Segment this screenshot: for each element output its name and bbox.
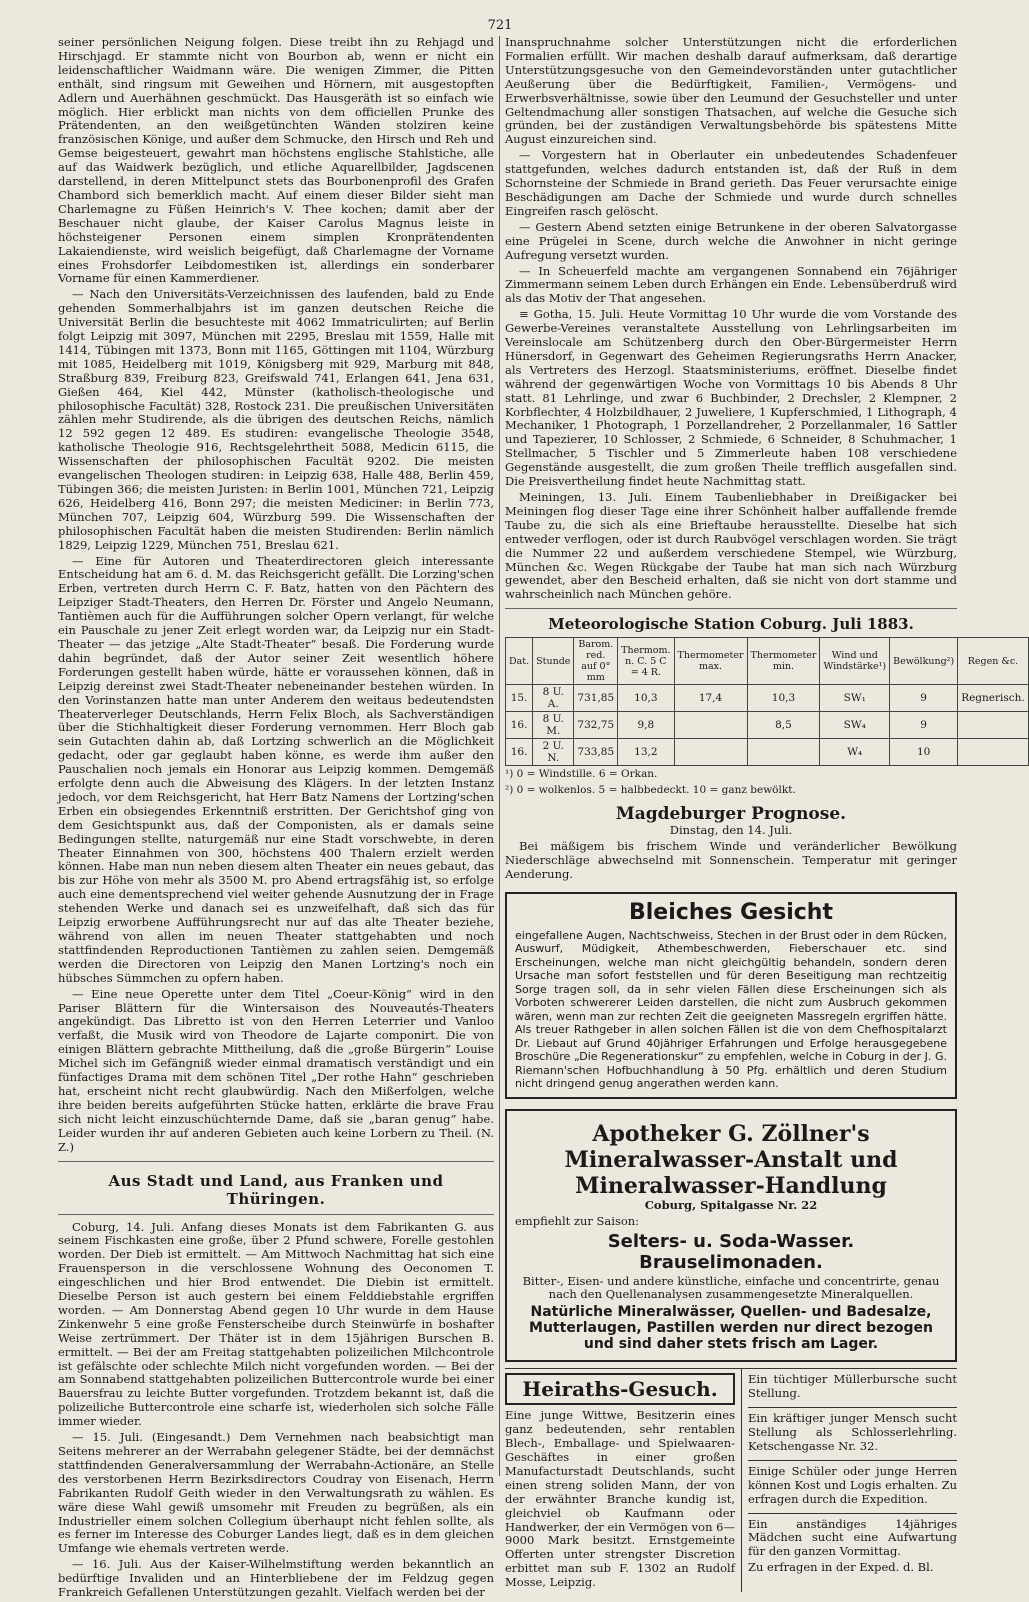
weather-station-title: Meteorologische Station Coburg. Juli 1883. — [548, 615, 914, 634]
table-cell: W₄ — [820, 739, 890, 766]
advertisement-bleiches-gesicht — [505, 892, 957, 1099]
table-cell: 733,85 — [574, 739, 618, 766]
table-row — [506, 685, 1029, 712]
ad-title: Heiraths-Gesuch. — [505, 1373, 735, 1405]
weather-note: ¹) 0 = Windstille. 6 = Orkan. — [505, 768, 658, 781]
table-cell: 8 U. A. — [533, 685, 574, 712]
table-cell: 2 U. N. — [533, 739, 574, 766]
table-row — [506, 739, 1029, 766]
table-cell: 10,3 — [747, 685, 820, 712]
weather-header-cell: Thermom. n. C. 5 C = 4 R. — [618, 638, 674, 685]
ad-address: Coburg, Spitalgasse Nr. 22 — [644, 1197, 818, 1212]
ad-text: Einige Schüler oder junge Herren können Kost und Logis erhalten. Zu erfragen durch die Expedition. — [748, 1463, 957, 1506]
article-operette: — Eine neue Operette unter dem Titel „Coeur-König“ wird in den Pariser Blättern für die Wintersaison des Nouveautés-Theaters angekündigt. Das Libretto ist von den Herren Leterrier und Vanloo verfaßt, die Musik wird von Theodore de Lajarte componirt. Die von einigen Blättern gebrachte Mittheilung, daß die „große Bürgerin“ Louise Michel sich im Gefängniß wieder einmal dramatisch verständigt und ein fünfactiges Drama mit dem schönen Titel „Der rothe Hahn“ geschrieben hat, erscheint nicht recht glaubwürdig. Nach den Mißerfolgen, welche ihre beiden bereits aufgeführten Stücke hatten, erklärte die brave Frau sich nicht leicht einzuschüchternde Dame, daß sie „baran genug“ habe. Leider wurden ihr auf anderen Gebieten auch keine Lorbern zu Theil. (N. Z.) — [58, 986, 494, 1154]
weather-header-cell: Stunde — [533, 638, 574, 685]
ad-intro: empfiehlt zur Saison: — [515, 1213, 640, 1228]
forecast-title: Magdeburger Prognose. — [615, 804, 847, 825]
left-column — [58, 36, 494, 1602]
weather-note: ²) 0 = wolkenlos. 5 = halbbedeckt. 10 = ganz bewölkt. — [505, 784, 796, 797]
weather-table-header — [506, 638, 1029, 685]
article-coburg-14: Coburg, 14. Juli. Anfang dieses Monats ist dem Fabrikanten G. aus seinem Fischkasten eine große, über 2 Pfund schwere, Forelle gestohlen worden. Der Dieb ist ermittelt. — Am Mittwoch Nachmittag hat sich eine Frauensperson in die verschlossene Wohnung des Oeconomen T. eingeschlichen und hier Brod entwendet. Die Diebin ist ermittelt. Dieselbe Person ist auch gestern bei einem Felddiebstahle ergriffen worden. — Am Donnerstag Abend gegen 10 Uhr wurde in dem Hause Zinkenwehr 5 eine große Fensterscheibe durch Steinwürfe in boshafter Weise zertrümmert. Der Thäter ist in dem 15jährigen Burschen B. ermittelt. — Bei der am Freitag stattgehabten polizeilichen Milchcontrole ist gefälschte oder schlechte Milch nicht vorgefunden worden. — Bei der am Sonnabend stattgehabten polizeilichen Buttercontrole wurde bei einer Bauersfrau zu leichte Butter vorgefunden. Trotzdem bekannt ist, daß die polizeiliche Buttercontrole eine scharfe ist, wiederholen sich solche Fälle immer wieder. — [58, 1219, 494, 1429]
table-cell: 15. — [506, 685, 533, 712]
weather-table — [505, 637, 1029, 766]
article-universities: — Nach den Universitäts-Verzeichnissen des laufenden, bald zu Ende gehenden Sommerhalbjahrs ist im ganzen deutschen Reiche die Universität Berlin die besuchteste mit 4062 Immatriculirten; auf Berlin folgt Leipzig mit 3097, München mit 2295, Breslau mit 1559, Halle mit 1414, Tübingen mit 1373, Bonn mit 1165, Göttingen mit 1104, Würzburg mit 1085, Heidelberg mit 1019, Königsberg mit 929, Marburg mit 848, Straßburg 839, Freiburg 823, Greifswald 741, Erlangen 641, Jena 631, Gießen 464, Kiel 442, Münster (katholisch-theologische und philosophische Facultät) 328, Rostock 231. Die preußischen Universitäten zählen mehr Studirende, als die übrigen des deutschen Reichs, nämlich 12 592 gegen 12 489. Es studiren: evangelische Theologie 3548, katholische Theologie 916, Rechtsgelehrtheit 5088, Medicin 6115, die Wissenschaften der philosophischen Facultät 9202. Die meisten evangelischen Theologen studiren: in Leipzig 638, Halle 488, Berlin 459, Tübingen 366; die meisten Juristen: in Berlin 1001, München 721, Leipzig 626, Heidelberg 416, Bonn 297; die meisten Mediciner: in Berlin 773, München 707, Leipzig 604, Würzburg 599. Die Wissenschaften der philosophischen Facultät haben die meisten Studirenden: Berlin nämlich 1829, Leipzig 1229, München 751, Breslau 621. — [58, 287, 494, 552]
ad-schlosserlehrling — [748, 1408, 957, 1461]
ad-text: Bitter-, Eisen- und andere künstliche, einfache und concentrirte, genau nach den Quellenanalysen zusammengesetzte Mineralquellen. — [522, 1273, 940, 1302]
table-cell: 9 — [890, 712, 958, 739]
ad-text: Zu erfragen in der Exped. d. Bl. — [748, 1560, 934, 1575]
ad-heirath — [505, 1369, 742, 1592]
weather-header-cell: Thermometer min. — [747, 638, 820, 685]
weather-header-cell: Thermometer max. — [674, 638, 747, 685]
article-oberlauter: — Vorgestern hat in Oberlauter ein unbedeutendes Schadenfeuer stattgefunden, welches dadurch entstanden ist, daß der Ruß in dem Schornsteine der Schmiede in Brand gerieth. Das Feuer verursachte einige Beschädigungen am Dache der Schmiede und wurde durch schnelles Eingreifen rasch gelöscht. — [505, 148, 957, 218]
table-cell: 732,75 — [574, 712, 618, 739]
table-cell: 8 U. M. — [533, 712, 574, 739]
ad-title: Bleiches Gesicht — [629, 899, 833, 925]
section-divider — [58, 1161, 494, 1162]
table-cell — [958, 712, 1029, 739]
table-cell: 8,5 — [747, 712, 820, 739]
article-salvatorgasse: — Gestern Abend setzten einige Betrunkene in der oberen Salvatorgasse eine Prügelei in Scene, durch welche die Anwohner in nicht geringe Aufregung versetzt wurden. — [505, 219, 957, 262]
ad-text: Ein tüchtiger Müllerbursche sucht Stellung. — [748, 1372, 957, 1401]
section-divider — [505, 608, 957, 609]
table-cell: Regnerisch. — [958, 685, 1029, 712]
article-werrabahn: — 15. Juli. (Eingesandt.) Dem Vernehmen nach beabsichtigt man Seitens mehrerer an der Werrabahn gelegener Städte, bei der demnächst stattfindenden Generalversammlung der Werrabahn-Actionäre, an Stelle des verstorbenen Herrn Bezirksdirectors Coudray von Eisenach, Herrn Fabrikanten Rudolf Geith wieder in den Verwaltungsrath zu wählen. Es wäre diese Wahl gewiß umsomehr mit Freuden zu begrüßen, als ein Industrieller einem solchen Collegium überhaupt nicht fehlen sollte, als es ferner im Interesse des Coburger Landes liegt, daß es in dem gleichen Umfange wie ehemals vertreten werde. — [58, 1430, 494, 1556]
table-cell: 16. — [506, 739, 533, 766]
section-divider — [58, 1214, 494, 1215]
table-row — [506, 712, 1029, 739]
ad-text: Eine junge Wittwe, Besitzerin eines ganz bedeutenden, sehr rentablen Blech-, Emballage- und Spielwaaren-Geschäftes in einer großen Manufacturstadt Deutschlands, sucht einen streng soliden Mann, der von der erwähnter Branche kundig ist, gleichviel ob Kaufmann oder Handwerker, der ein Vermögen von 6—9000 Mark besitzt. Ernstgemeinte Offerten unter strengster Discretion erbittet man sub F. 1302 an Rudolf Mosse, Leipzig. — [505, 1408, 735, 1590]
article-lortzing: — Eine für Autoren und Theaterdirectoren gleich interessante Entscheidung hat am 6. d. M. das Reichsgericht gefällt. Die Lorzing'schen Erben, vertreten durch Herrn C. F. Batz, hatten von den Pächtern des Leipziger Stadt-Theaters, den Herren Dr. Förster und Angelo Neumann, Tantièmen auch für die Aufführungen solcher Opern verlangt, für welche ein Pauschale zu jener Zeit erlegt worden war, da Leipzig nur ein Stadt-Theater — das jetzige „Alte Stadt-Theater“ besaß. Die Forderung wurde dahin begründet, daß der Autor seiner Zeit wesentlich höhere Forderungen gestellt haben würde, hätte er voraussehen können, daß in Leipzig dereinst zwei Stadt-Theater nebeneinander bestehen würden. In den Vorinstanzen hatte man unter Anderem den weitaus bedeutendsten Theaterverleger Deutschlands, Herrn Felix Bloch, als Sachverständigen über die Stichhaltigkeit dieser Forderung vernommen. Herr Bloch gab sein Gutachten dahin ab, daß Lortzing schwerlich an die Möglichkeit gedacht, oder gar geglaubt haben könne, es werde ihm außer den Pauschalien noch jemals ein Honorar aus Leipzig kommen. Demgemäß erfolgte denn auch die Abweisung des Klägers. In der letzten Instanz jedoch, vor dem Reichsgericht, hat Herr Batz Namens der Lortzing'schen Erben ein obsiegendes Erkenntniß erstritten. Der Gerichtshof ging von dem Gesichtspunkt aus, daß der Componisten, als er damals seine Bedingungen stellte, naturgemäß nur eine Stadt vorschwebte, in deren Theater Einnahmen von 300, höchstens 400 Thalern erzielt werden können. Habe man nun neben diesem alten Theater ein neues gebaut, das bis zur Höhe von mehr als 3500 M. pro Abend ertragsfähig ist, so erfolge auch eine dementsprechend viel weiter gehende Ausnutzung der in Frage stehenden Werke und danach sei es unzweifelhaft, daß sich das für Leipzig erworbene Aufführungsrecht nur auf das alte Theater beziehe, während von allen im neuen Theater stattgehabten und noch stattfindenden Reproductionen Tantièmen zu zahlen seien. Demgemäß werden die Directoren von Leipzig den Manen Lortzing's noch ein hübsches Sümmchen zu opfern haben. — [58, 553, 494, 985]
table-cell: 10,3 — [618, 685, 674, 712]
ad-kost-logis — [748, 1461, 957, 1514]
weather-header-cell: Wind und Windstärke¹) — [820, 638, 890, 685]
ad-text: Ein kräftiger junger Mensch sucht Stellung als Schlosserlehrling. Ketschengasse Nr. 32. — [748, 1411, 957, 1453]
classified-ads — [505, 1368, 957, 1592]
article-scheuerfeld: — In Scheuerfeld machte am vergangenen Sonnabend ein 76jähriger Zimmermann seinem Leben durch Erhängen ein Ende. Lebensüberdruß wird als das Motiv der That angesehen. — [505, 263, 957, 306]
table-cell — [958, 739, 1029, 766]
article-continued: Inanspruchnahme solcher Unterstützungen nicht die erforderlichen Formalien erfüllt. Wir machen deshalb darauf aufmerksam, daß derartige Unterstützungsgesuche von den Gemeindevorständen unter gutachtlicher Aeußerung über die Bedürftigkeit, Familien-, Vermögens- und Erwerbsverhältnisse, sowie über den Leumund der Gesuchsteller und unter Geltendmachung aller sonstigen Thatsachen, auf welche die Gesuche sich gründen, bei der zuständigen Verwaltungsbehörde bis spätestens Mitte August einzureichen sind. — [505, 35, 957, 147]
column-divider — [499, 36, 500, 1476]
table-cell — [747, 739, 820, 766]
table-cell: 16. — [506, 712, 533, 739]
article-meiningen: Meiningen, 13. Juli. Einem Taubenliebhaber in Dreißigacker bei Meiningen flog dieser Tage eine ihrer Schönheit halber auffallende fremde Taube zu, die sich als eine Brieftaube herausstellte. Dieselbe hat sich entweder verflogen, oder ist durch Raubvögel verschlagen worden. Sie trägt die Nummer 22 und außerdem verschiedene Stempel, wie Würzburg, München &c. Wegen Rückgabe der Taube hat man sich nach Würzburg gewendet, aber den Bescheid erhalten, daß sie nicht von dort stamme und wahrscheinlich nach München gehöre. — [505, 490, 957, 602]
table-cell: 17,4 — [674, 685, 747, 712]
advertisement-zoellner — [505, 1109, 957, 1363]
ad-title: Apotheker G. Zöllner's Mineralwasser-Anstalt und Mineralwasser-Handlung — [564, 1120, 898, 1199]
table-cell — [674, 712, 747, 739]
table-cell: SW₁ — [820, 685, 890, 712]
right-column — [505, 35, 1025, 1592]
table-cell — [674, 739, 747, 766]
ad-headline: Selters- u. Soda-Wasser. Brauselimonaden. — [607, 1230, 855, 1273]
weather-header-cell: Bewölkung²) — [890, 638, 958, 685]
weather-header-cell: Regen &c. — [958, 638, 1029, 685]
table-cell: 13,2 — [618, 739, 674, 766]
weather-header-cell: Dat. — [506, 638, 533, 685]
ad-text: Ein anständiges 14jähriges Mädchen sucht eine Aufwartung für den ganzen Vormittag. — [748, 1516, 957, 1559]
ad-muellerbursche — [748, 1369, 957, 1408]
article-kaiser-wilhelm: — 16. Juli. Aus der Kaiser-Wilhelmstiftung werden bekanntlich an bedürftige Invaliden und an Hinterbliebene der im Feldzug gegen Frankreich Gefallenen Unterstützungen gezahlt. Vielfach werden bei der — [58, 1557, 494, 1600]
table-cell: 9,8 — [618, 712, 674, 739]
weather-header-cell: Barom. red. auf 0° mm — [574, 638, 618, 685]
table-cell: SW₄ — [820, 712, 890, 739]
ad-headline: Natürliche Mineralwässer, Quellen- und Badesalze, Mutterlaugen, Pastillen werden nur direct bezogen und sind daher stets frisch am Lager. — [529, 1304, 933, 1353]
table-cell: 9 — [890, 685, 958, 712]
forecast-text: Bei mäßigem bis frischem Winde und veränderlicher Bewölkung Niederschläge abwechselnd mit Sonnenschein. Temperatur mit geringer Aenderung. — [505, 838, 957, 881]
ad-maedchen — [748, 1514, 957, 1582]
article-gotha: ≡ Gotha, 15. Juli. Heute Vormittag 10 Uhr wurde die vom Vorstande des Gewerbe-Vereines veranstaltete Ausstellung von Lehrlingsarbeiten im Vereinslocale am Schützenberg durch den Ober-Bürgermeister Herrn Hünersdorf, in Gegenwart des Geheimen Regierungsraths Herrn Anacker, als Vertreters des Herzogl. Staatsministeriums, eröffnet. Dieselbe findet während der gegenwärtigen Woche von Vormittags 10 bis Abends 8 Uhr statt. 81 Lehrlinge, und zwar 6 Buchbinder, 2 Drechsler, 2 Klempner, 2 Korbflechter, 4 Holzbildhauer, 2 Juweliere, 1 Kupferschmied, 1 Lithograph, 4 Mechaniker, 1 Photograph, 1 Porzellandreher, 2 Porzellanmaler, 16 Sattler und Tapezierer, 10 Schlosser, 2 Schmiede, 6 Schneider, 8 Schuhmacher, 1 Stellmacher, 5 Tischler und 5 Zimmerleute haben 108 verschiedene Gegenstände ausgestellt, die zum großen Theile trefflich ausgefallen sind. Die Preisvertheilung findet heute Nachmittag statt. — [505, 307, 957, 489]
section-title-local-news: Aus Stadt und Land, aus Franken und Thüringen. — [108, 1171, 444, 1208]
forecast-date: Dinstag, den 14. Juli. — [669, 823, 793, 838]
table-cell: 10 — [890, 739, 958, 766]
article-chambord: seiner persönlichen Neigung folgen. Diese treibt ihn zu Rehjagd und Hirschjagd. Er stammte nicht von Bourbon ab, wenn er nicht ein leidenschaftlicher Waidmann wäre. Die wenigen Zimmer, die Pitten enthält, sind ringsum mit Geweihen und Hörnern, mit ausgestopften Adlern und Auerhähnen geschmückt. Das Hausgeräth ist so einfach wie möglich. Hier erblickt man nichts von dem officiellen Prunke des Prätendenten, an den weißgetünchten Wänden stolziren keine französischen Könige, und außer dem Schmucke, den Hirsch und Reh und Gemse beigesteuert, gewahrt man höchstens englische Stahlstiche, alle auf das Waidwerk bezüglich, und etliche Aquarellbilder, Jagdscenen darstellend, in deren Mittelpunct stets das Bourbonenprofil des Grafen Chambord sich bemerklich macht. Auf einem dieser Bilder sieht man Charlemagne zu Füßen Heinrich's V. Thee kochen; damit aber der Beschauer nicht glaube, der Kaiser Carolus Magnus leiste in höchsteigener Personen einem simplen Kronprätendenten Lakaiendienste, wird weislich beigefügt, daß Charlemagne der Vorname eines Frohsdorfer Leibdomestiken ist, allerdings ein sonderbarer Vorname für einen Kammerdiener. — [58, 35, 494, 286]
table-cell: 731,85 — [574, 685, 618, 712]
page-number: 721 — [487, 18, 513, 33]
ad-text: eingefallene Augen, Nachtschweiss, Stechen in der Brust oder in dem Rücken, Auswurf, Müdigkeit, Athembeschwerden, Fieberschauer etc. sind Erscheinungen, welche man nicht gleichgültig behandeln, sondern deren Ursache man sofort feststellen und für deren Beseitigung man rechtzeitig Sorge tragen soll, da in sehr vielen Fällen diese Erscheinungen sich als Vorboten schwererer Leiden darstellen, die nicht zum Ausbruch gekommen wären, wenn man zur rechten Zeit die geeigneten Massregeln ergriffen hätte. Als treuer Rathgeber in allen solchen Fällen ist die von dem Chefhospitalarzt Dr. Liebaut auf Grund 40jähriger Erfahrungen und Erfolge herausgegebene Broschüre „Die Regenerationskur“ zu empfehlen, welche in Coburg in der J. G. Riemann'schen Hofbuchhandlung à 50 Pfg. erhältlich und deren Studium nicht dringend genug angerathen werden kann. — [515, 928, 947, 1091]
